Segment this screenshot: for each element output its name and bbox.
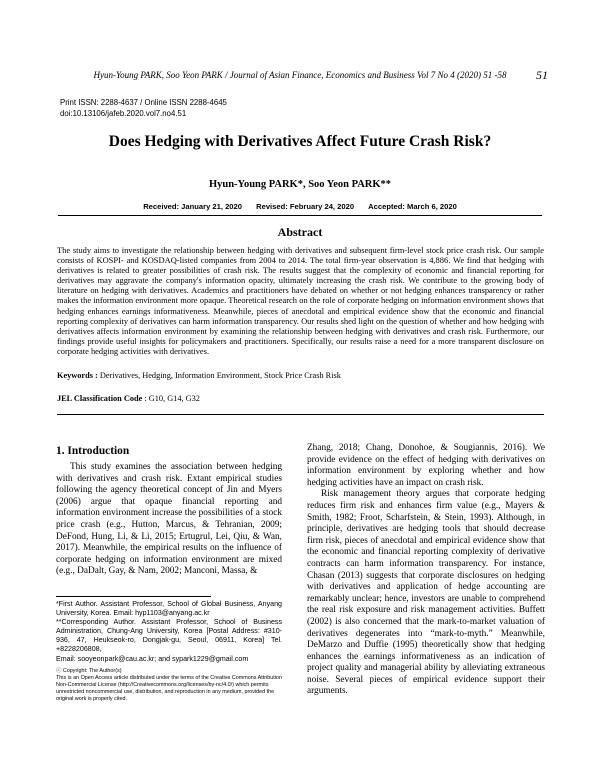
keywords-label: Keywords : [57, 371, 98, 380]
footnote-divider [56, 596, 211, 597]
author-footnotes [56, 600, 282, 664]
abstract-heading: Abstract [277, 225, 323, 239]
running-head: Hyun-Young PARK, Soo Yeon PARK / Journal of Asian Finance, Economics and Business Vol 7 No 4 (2020) 51 -58 [93, 70, 507, 80]
accepted-date: Accepted: March 6, 2020 [368, 202, 457, 211]
abstract-body: The study aims to investigate the relationship between hedging with derivatives and subsequent firm-level stock price crash risk. Our sample consists of KOSPI- and KOSDAQ-listed companies from 2004 to 2014. The total firm-year observation is 4,886. We find that hedging with derivatives is related to greater possibilities of crash risk. The results suggest that the complexity of economic and financial reporting for derivatives may aggravate the company's information opacity, ultimately increasing the crash risk. We contribute to the growing body of literature on hedging with derivatives. Academics and practitioners have debated on whether or not hedging enhances transparency or rather makes the information environment more opaque. Theoretical research on the role of corporate hedging on information environment shows that hedging enhances earnings informativeness. Meanwhile, pieces of anecdotal and empirical evidence show that the economic and financial reporting complexity of derivatives can harm information transparency. Our results shed light on the question of whether and how hedging with derivatives affects information environment by examining the relationship between hedging with derivatives and crash risk. Furthermore, our findings provide useful insights for policymakers and practitioners. Specifically, our results raise a need for a more transparent disclosure on corporate hedging activities with derivatives. [57, 245, 544, 356]
section-heading-introduction: 1. Introduction [56, 445, 130, 457]
left-column [56, 462, 282, 578]
dates-divider [58, 215, 542, 216]
jel-value: : G10, G14, G32 [142, 394, 200, 403]
received-date: Received: January 21, 2020 [143, 202, 242, 211]
paper-title: Does Hedging with Derivatives Affect Future Crash Risk? [108, 133, 492, 150]
abstract-divider [57, 414, 544, 415]
author-line: Hyun-Young PARK*, Soo Yeon PARK** [208, 179, 392, 190]
submission-dates [40, 202, 560, 211]
license-text: This is an Open Access article distributed under the terms of the Creative Commons Attribution Non-Commercial License (http://Creativecommons.org/licenses/by-nc/4.0/) which permits unrestricted noncommercial use, distribution, and reproduction in any medium, provided the original work is properly cited. [56, 674, 282, 702]
jel-label: JEL Classification Code [57, 394, 143, 403]
intro-paragraph-2: Risk management theory argues that corporate hedging reduces firm risk and enhances firm value (e.g., Mayers & Smith, 1982; Froot, Scharfstein, & Stein, 1993). Although, in principle, derivatives are hedging tools that should decrease firm risk, pieces of anecdotal and empirical evidence show that the economic and financial reporting complexity of derivative contracts can harm information transparency. For instance, Chasan (2013) suggests that corporate disclosures on hedging with derivatives and application of hedge accounting are remarkably unclear; hence, investors are unable to comprehend the real risk exposure and risk management activities. Buffett (2002) is also concerned that the mark-to-market valuation of derivatives degenerates into “mark-to-myth.” Meanwhile, DeMarzo and Duffie (1995) theoretically show that hedging enhances the earnings informativeness as an indication of project quality and managerial ability by alleviating extraneous noise. Several pieces of empirical evidence support their arguments. [307, 489, 545, 697]
right-column [307, 443, 545, 698]
jel-line [57, 394, 544, 403]
copyright-line: ⓒ Copyright: The Author(s) [56, 668, 122, 674]
intro-paragraph-1-continued: Zhang, 2018; Chang, Donohoe, & Sougiannis, 2016). We provide evidence on the effect of hedging with derivatives on information environment by exploring whether and how hedging activities have an impact on crash risk. [307, 443, 545, 488]
issn-doi-block [60, 97, 227, 119]
corresponding-author-footnote: **Corresponding Author. Assistant Professor, School of Business Administration, Chung-Ang University, Korea [Postal Address: #310-936, 47, Heukseok-ro, Dongjak-gu, Seoul, 06911, Korea] Tel. +8228206808, [56, 618, 282, 654]
keywords-value: Derivatives, Hedging, Information Environment, Stock Price Crash Risk [97, 371, 341, 380]
first-author-footnote: *First Author. Assistant Professor, School of Global Business, Anyang University, Korea. Email: hyp1103@anyang.ac.kr [56, 600, 282, 618]
intro-paragraph-1: This study examines the association between hedging with derivatives and crash risk. Extant empirical studies following the agency theoretical concept of Jin and Myers (2006) argue that opaque financial reporting and information environment increase the possibilities of a stock price crash (e.g., Hutton, Marcus, & Tehranian, 2009; DeFond, Hung, Li, & Li, 2015; Ertugrul, Lei, Qiu, & Wan, 2017). Meanwhile, the empirical results on the influence of corporate hedging on information environment are mixed (e.g., DaDalt, Gay, & Nam, 2002; Manconi, Massa, & [56, 462, 282, 577]
revised-date: Revised: February 24, 2020 [256, 202, 355, 211]
corresponding-author-email: Email: sooyeonpark@cau.ac.kr; and sypark1229@gmail.com [56, 654, 249, 663]
license-block [56, 668, 282, 703]
page-number: 51 [536, 68, 548, 82]
doi-line: doi:10.13106/jafeb.2020.vol7.no4.51 [60, 109, 187, 118]
issn-line: Print ISSN: 2288-4637 / Online ISSN 2288-4645 [60, 98, 227, 107]
keywords-line [57, 371, 544, 380]
